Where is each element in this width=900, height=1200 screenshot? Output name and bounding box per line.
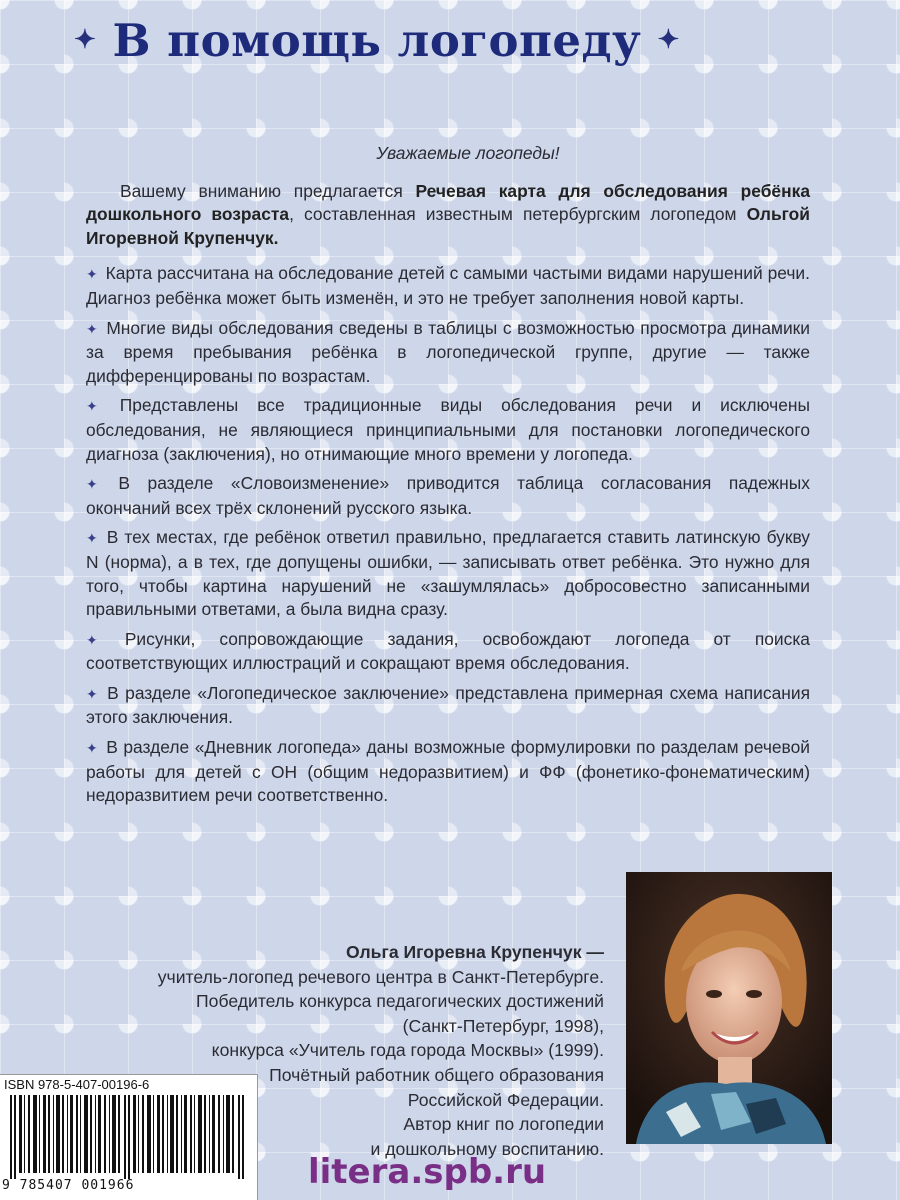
- author-bio-line: Автор книг по логопедии: [403, 1114, 604, 1135]
- list-item-text: В тех местах, где ребёнок ответил правильно, предлагается ставить латинскую букву N (норма), а в тех, где допущены ошибки, — записывать ответ ребёнка. Это нужно для того, чтобы картина нарушений не «зашумлялась» добросовестно записанными правильными ответами, а была видна сразу.: [86, 527, 810, 620]
- author-name-inline: Ольгой Игоревной Крупенчук.: [86, 204, 810, 248]
- star-bullet-icon: ✦: [86, 398, 98, 415]
- intro-paragraph: [86, 180, 810, 251]
- intro-part2: , составленная известным петербургским логопедом: [289, 204, 747, 225]
- author-bio-line: Почётный работник общего образования: [269, 1064, 604, 1085]
- author-bio-line: Победитель конкурса педагогических достижений: [196, 991, 604, 1012]
- list-item: [86, 628, 810, 676]
- star-bullet-icon: ✦: [86, 266, 98, 283]
- list-item: [86, 394, 810, 466]
- list-item: [86, 262, 810, 310]
- star-bullet-icon: ✦: [86, 530, 98, 547]
- barcode-number: 9 785407 001966: [2, 1178, 135, 1193]
- author-bio-line: учитель-логопед речевого центра в Санкт-Петербурге.: [157, 966, 604, 987]
- star-bullet-icon: ✦: [86, 476, 98, 493]
- list-item-text: Рисунки, сопровождающие задания, освобождают логопеда от поиска соответствующих иллюстраций и сокращают время обследования.: [86, 628, 810, 674]
- author-portrait-icon: [626, 872, 832, 1144]
- author-photo: [626, 872, 832, 1144]
- page-title: [74, 14, 680, 67]
- list-item-text: Многие виды обследования сведены в таблицы с возможностью просмотра динамики за время пребывания ребёнка в логопедической группе, другие — также дифференцированы по возрастам.: [86, 317, 810, 386]
- star-bullet-icon: ✦: [86, 631, 98, 648]
- author-bio-line: и дошкольному воспитанию.: [370, 1138, 604, 1159]
- star-icon: ✦: [657, 25, 680, 55]
- annotation-text: [86, 142, 810, 814]
- list-item-text: Представлены все традиционные виды обследования речи и исключены обследования, не являющиеся принципиальными для постановки логопедического диагноза (заключения), но отнимающие много времени у логопеда.: [86, 395, 811, 464]
- list-item: [86, 472, 810, 520]
- barcode-icon: [10, 1095, 246, 1179]
- list-item-text: В разделе «Дневник логопеда» даны возможные формулировки по разделам речевой работы для детей с ОН (общим недоразвитием) и ФФ (фонетико-фонематическим) недоразвитием речи соответственно.: [86, 737, 810, 806]
- star-icon: ✦: [74, 25, 97, 55]
- list-item: [86, 526, 810, 621]
- list-item-text: В разделе «Логопедическое заключение» представлена примерная схема написания этого заключения.: [86, 682, 810, 728]
- list-item-text: В разделе «Словоизменение» приводится таблица согласования падежных окончаний всех трёх склонений русского языка.: [86, 473, 810, 518]
- title-text: В помощь логопеду: [112, 14, 642, 67]
- list-item: [86, 736, 810, 808]
- greeting: Уважаемые логопеды!: [376, 143, 560, 163]
- book-title: Речевая карта для обследования ребёнка дошкольного возраста: [86, 180, 810, 225]
- author-bio-line: (Санкт-Петербург, 1998),: [402, 1015, 604, 1036]
- publisher-website-link[interactable]: litera.spb.ru: [308, 1152, 547, 1192]
- list-item: [86, 317, 810, 389]
- author-bio-line: Российской Федерации.: [407, 1089, 604, 1110]
- star-bullet-icon: ✦: [86, 685, 98, 702]
- list-item: [86, 682, 810, 730]
- list-item-text: Карта рассчитана на обследование детей с самыми частыми видами нарушений речи. Диагноз ребёнка может быть изменён, и это не требует заполнения новой карты.: [86, 263, 810, 308]
- author-bio-line: конкурса «Учитель года города Москвы» (1999).: [211, 1040, 604, 1061]
- isbn-label: ISBN 978-5-407-00196-6: [4, 1077, 150, 1092]
- intro-part1: Вашему вниманию предлагается: [120, 180, 416, 201]
- star-bullet-icon: ✦: [86, 740, 98, 757]
- star-bullet-icon: ✦: [86, 320, 98, 337]
- author-name: Ольга Игоревна Крупенчук —: [346, 942, 604, 962]
